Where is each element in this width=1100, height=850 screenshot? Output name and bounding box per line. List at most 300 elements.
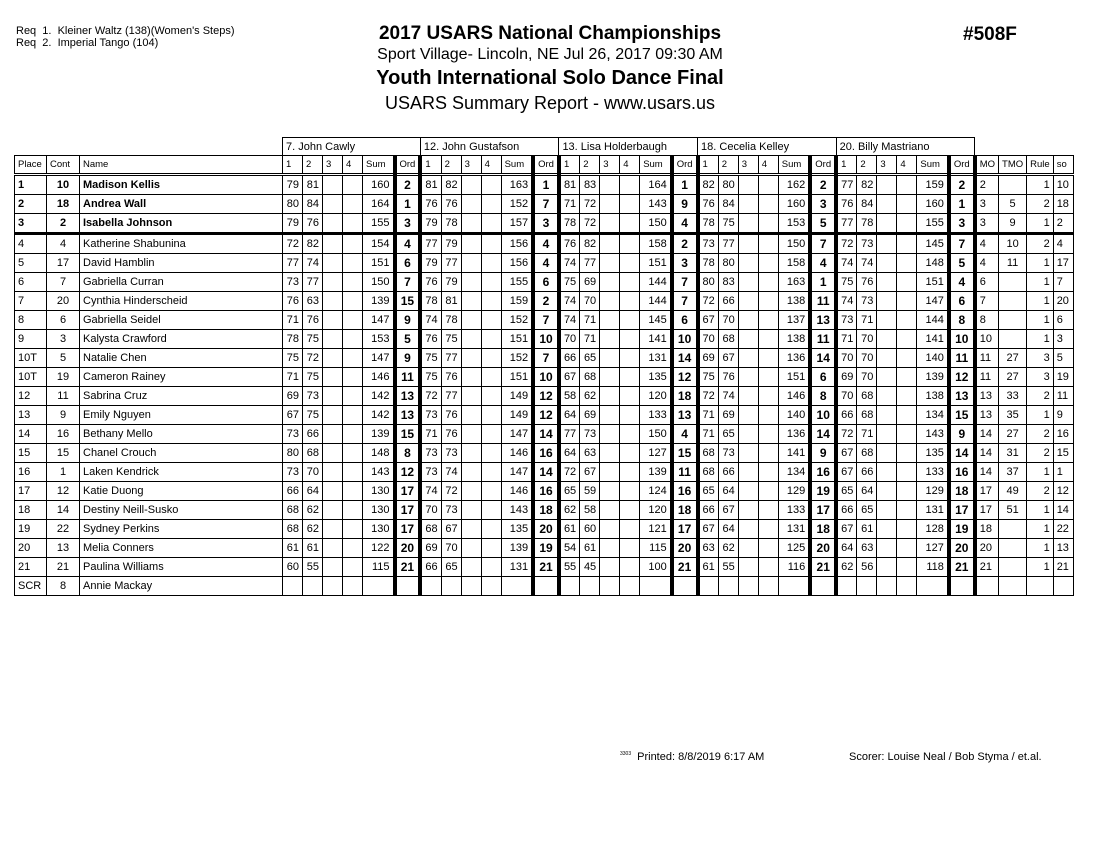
score-2-cell: 74 <box>857 254 877 273</box>
sum-cell: 151 <box>363 254 395 273</box>
sum-cell: 147 <box>501 463 533 482</box>
cont-cell: 3 <box>47 330 80 349</box>
score-1-cell <box>420 577 441 596</box>
score-4-cell <box>343 214 363 234</box>
score-1-cell: 76 <box>420 273 441 292</box>
score-4-cell <box>897 214 917 234</box>
ordinal-cell: 9 <box>810 444 836 463</box>
score-3-cell <box>323 175 343 195</box>
ordinal-cell: 19 <box>810 482 836 501</box>
sum-cell: 155 <box>917 214 949 234</box>
score-1-cell: 71 <box>559 195 580 214</box>
score-3-cell <box>323 349 343 368</box>
score-1-cell: 72 <box>698 292 719 311</box>
mo-cell: 14 <box>975 444 999 463</box>
score-4-cell <box>620 330 640 349</box>
score-3-cell <box>600 330 620 349</box>
score-2-cell <box>303 577 323 596</box>
score-3-cell <box>323 463 343 482</box>
score-2-cell: 59 <box>580 482 600 501</box>
ordinal-cell: 6 <box>672 311 698 330</box>
name-cell: Katherine Shabunina <box>80 234 283 254</box>
ordinal-cell: 3 <box>533 214 559 234</box>
table-row <box>15 444 1074 463</box>
score-4-cell <box>758 463 778 482</box>
score-4-cell <box>758 234 778 254</box>
ordinal-cell: 17 <box>672 520 698 539</box>
name-cell: Sydney Perkins <box>80 520 283 539</box>
place-cell: 4 <box>15 234 47 254</box>
col-judge-1: 1 <box>420 156 441 175</box>
score-4-cell <box>620 175 640 195</box>
score-1-cell: 67 <box>698 311 719 330</box>
place-cell: 18 <box>15 501 47 520</box>
score-3-cell <box>461 577 481 596</box>
score-2-cell: 76 <box>303 311 323 330</box>
ordinal-cell: 21 <box>949 558 975 577</box>
tmo-cell: 27 <box>999 368 1027 387</box>
score-1-cell: 58 <box>559 387 580 406</box>
score-4-cell <box>620 311 640 330</box>
score-1-cell: 62 <box>836 558 857 577</box>
printed-timestamp: Printed: 8/8/2019 6:17 AM <box>637 751 765 763</box>
cont-cell: 12 <box>47 482 80 501</box>
col-judge-4: 4 <box>758 156 778 175</box>
sum-cell: 144 <box>917 311 949 330</box>
sum-cell: 136 <box>778 425 810 444</box>
rule-cell: 1 <box>1027 539 1054 558</box>
ordinal-cell <box>949 577 975 596</box>
cont-cell: 2 <box>47 214 80 234</box>
ordinal-cell: 20 <box>672 539 698 558</box>
ordinal-cell: 16 <box>949 463 975 482</box>
ordinal-cell: 10 <box>810 406 836 425</box>
sum-cell: 152 <box>501 195 533 214</box>
ordinal-cell: 15 <box>395 292 421 311</box>
mo-cell: 14 <box>975 425 999 444</box>
ordinal-cell: 7 <box>810 234 836 254</box>
name-cell: Madison Kellis <box>80 175 283 195</box>
score-4-cell <box>481 577 501 596</box>
score-3-cell <box>323 214 343 234</box>
sum-cell: 140 <box>917 349 949 368</box>
score-3-cell <box>600 482 620 501</box>
score-4-cell <box>897 463 917 482</box>
score-1-cell: 71 <box>836 330 857 349</box>
sum-cell: 130 <box>363 482 395 501</box>
col-judge-2: 2 <box>857 156 877 175</box>
col-judge-sum: Sum <box>778 156 810 175</box>
place-cell: 10T <box>15 349 47 368</box>
col-judge-2: 2 <box>580 156 600 175</box>
score-4-cell <box>897 234 917 254</box>
score-1-cell: 76 <box>283 292 303 311</box>
score-2-cell: 55 <box>303 558 323 577</box>
sum-cell <box>501 577 533 596</box>
sum-cell: 137 <box>778 311 810 330</box>
score-1-cell: 77 <box>420 234 441 254</box>
so-cell: 18 <box>1053 195 1073 214</box>
score-4-cell <box>758 330 778 349</box>
score-1-cell: 72 <box>836 425 857 444</box>
cont-cell: 14 <box>47 501 80 520</box>
score-2-cell: 66 <box>303 425 323 444</box>
score-4-cell <box>620 406 640 425</box>
score-4-cell <box>620 577 640 596</box>
sum-cell: 116 <box>778 558 810 577</box>
score-2-cell: 84 <box>718 195 738 214</box>
cont-cell: 17 <box>47 254 80 273</box>
score-4-cell <box>758 254 778 273</box>
col-judge-ord: Ord <box>533 156 559 175</box>
score-2-cell: 83 <box>580 175 600 195</box>
scorer-info: Scorer: Louise Neal / Bob Styma / et.al. <box>849 751 1042 763</box>
score-3-cell <box>323 482 343 501</box>
score-4-cell <box>620 273 640 292</box>
cont-cell: 8 <box>47 577 80 596</box>
sum-cell: 121 <box>640 520 672 539</box>
score-3-cell <box>877 175 897 195</box>
score-2-cell: 72 <box>303 349 323 368</box>
rule-cell: 1 <box>1027 273 1054 292</box>
score-4-cell <box>481 406 501 425</box>
ordinal-cell: 20 <box>810 539 836 558</box>
score-1-cell: 74 <box>836 254 857 273</box>
score-3-cell <box>461 558 481 577</box>
cont-cell: 19 <box>47 368 80 387</box>
name-cell: Katie Duong <box>80 482 283 501</box>
table-row <box>15 195 1074 214</box>
mo-cell: 13 <box>975 387 999 406</box>
ordinal-cell: 4 <box>810 254 836 273</box>
score-4-cell <box>897 577 917 596</box>
sum-cell: 146 <box>363 368 395 387</box>
score-3-cell <box>877 195 897 214</box>
ordinal-cell: 18 <box>672 387 698 406</box>
score-4-cell <box>343 273 363 292</box>
ordinal-cell: 13 <box>395 387 421 406</box>
sum-cell: 131 <box>501 558 533 577</box>
score-2-cell: 73 <box>441 444 461 463</box>
score-2-cell <box>718 577 738 596</box>
score-2-cell: 73 <box>303 387 323 406</box>
sum-cell: 152 <box>501 311 533 330</box>
score-3-cell <box>461 349 481 368</box>
cont-cell: 20 <box>47 292 80 311</box>
score-3-cell <box>323 368 343 387</box>
place-cell: 1 <box>15 175 47 195</box>
rule-cell: 1 <box>1027 311 1054 330</box>
ordinal-cell: 7 <box>672 292 698 311</box>
sum-cell: 159 <box>917 175 949 195</box>
place-cell: 7 <box>15 292 47 311</box>
so-cell: 5 <box>1053 349 1073 368</box>
ordinal-cell: 13 <box>395 406 421 425</box>
sum-cell: 151 <box>917 273 949 292</box>
score-4-cell <box>620 292 640 311</box>
col-judge-ord: Ord <box>949 156 975 175</box>
place-cell: 15 <box>15 444 47 463</box>
score-2-cell: 83 <box>718 273 738 292</box>
score-2-cell: 66 <box>857 463 877 482</box>
sum-cell: 142 <box>363 406 395 425</box>
score-3-cell <box>323 501 343 520</box>
score-3-cell <box>877 501 897 520</box>
sum-cell: 139 <box>640 463 672 482</box>
ordinal-cell: 2 <box>533 292 559 311</box>
score-3-cell <box>323 558 343 577</box>
score-3-cell <box>738 406 758 425</box>
sum-cell: 159 <box>501 292 533 311</box>
name-cell: Gabriella Curran <box>80 273 283 292</box>
score-3-cell <box>461 273 481 292</box>
score-3-cell <box>877 234 897 254</box>
score-3-cell <box>323 425 343 444</box>
name-cell: Sabrina Cruz <box>80 387 283 406</box>
col-place: Place <box>15 156 47 175</box>
score-3-cell <box>738 175 758 195</box>
score-3-cell <box>738 425 758 444</box>
score-1-cell: 74 <box>836 292 857 311</box>
ordinal-cell: 14 <box>810 349 836 368</box>
rule-cell: 1 <box>1027 292 1054 311</box>
sum-cell: 141 <box>917 330 949 349</box>
sum-cell: 163 <box>778 273 810 292</box>
report-subtitle: USARS Summary Report - www.usars.us <box>384 93 716 113</box>
score-3-cell <box>461 311 481 330</box>
ordinal-cell: 14 <box>949 444 975 463</box>
so-cell: 19 <box>1053 368 1073 387</box>
table-row <box>15 368 1074 387</box>
col-judge-4: 4 <box>620 156 640 175</box>
score-2-cell: 76 <box>441 406 461 425</box>
tmo-cell: 51 <box>999 501 1027 520</box>
ordinal-cell: 20 <box>395 539 421 558</box>
score-4-cell <box>481 292 501 311</box>
name-cell: Natalie Chen <box>80 349 283 368</box>
so-cell: 22 <box>1053 520 1073 539</box>
score-4-cell <box>481 463 501 482</box>
cont-cell: 16 <box>47 425 80 444</box>
rule-cell: 2 <box>1027 234 1054 254</box>
ordinal-cell: 14 <box>672 349 698 368</box>
judge-name: 13. Lisa Holderbaugh <box>559 138 698 156</box>
ordinal-cell: 13 <box>949 387 975 406</box>
score-1-cell: 74 <box>559 292 580 311</box>
score-1-cell: 75 <box>559 273 580 292</box>
sum-cell: 133 <box>640 406 672 425</box>
ordinal-cell: 12 <box>533 406 559 425</box>
score-2-cell <box>441 577 461 596</box>
score-1-cell: 81 <box>559 175 580 195</box>
sum-cell: 146 <box>778 387 810 406</box>
sum-cell: 120 <box>640 387 672 406</box>
score-2-cell: 77 <box>580 254 600 273</box>
score-2-cell: 70 <box>441 539 461 558</box>
score-1-cell: 54 <box>559 539 580 558</box>
score-4-cell <box>758 214 778 234</box>
score-2-cell: 65 <box>580 349 600 368</box>
score-3-cell <box>600 292 620 311</box>
score-3-cell <box>323 444 343 463</box>
ordinal-cell: 16 <box>533 482 559 501</box>
name-cell: Paulina Williams <box>80 558 283 577</box>
score-2-cell: 64 <box>718 482 738 501</box>
rule-cell: 2 <box>1027 195 1054 214</box>
score-4-cell <box>481 195 501 214</box>
ordinal-cell: 11 <box>949 349 975 368</box>
ordinal-cell: 3 <box>810 195 836 214</box>
col-judge-sum: Sum <box>917 156 949 175</box>
sum-cell: 142 <box>363 387 395 406</box>
score-3-cell <box>738 539 758 558</box>
tmo-cell: 27 <box>999 349 1027 368</box>
score-4-cell <box>758 577 778 596</box>
ordinal-cell: 17 <box>395 501 421 520</box>
sum-cell: 118 <box>917 558 949 577</box>
table-row <box>15 520 1074 539</box>
score-2-cell: 75 <box>718 214 738 234</box>
ordinal-cell: 6 <box>533 273 559 292</box>
sum-cell: 150 <box>778 234 810 254</box>
tmo-cell: 9 <box>999 214 1027 234</box>
score-2-cell: 72 <box>441 482 461 501</box>
score-2-cell: 80 <box>718 175 738 195</box>
score-4-cell <box>343 463 363 482</box>
score-4-cell <box>620 254 640 273</box>
score-4-cell <box>343 558 363 577</box>
score-3-cell <box>877 520 897 539</box>
score-4-cell <box>343 482 363 501</box>
score-4-cell <box>897 368 917 387</box>
sum-cell: 148 <box>363 444 395 463</box>
score-2-cell: 67 <box>441 520 461 539</box>
score-3-cell <box>461 330 481 349</box>
score-3-cell <box>600 214 620 234</box>
score-1-cell: 72 <box>836 234 857 254</box>
rule-cell: 1 <box>1027 175 1054 195</box>
score-1-cell: 66 <box>698 501 719 520</box>
score-3-cell <box>738 520 758 539</box>
score-2-cell: 64 <box>303 482 323 501</box>
place-cell: 13 <box>15 406 47 425</box>
sum-cell: 156 <box>501 234 533 254</box>
cont-cell: 7 <box>47 273 80 292</box>
score-2-cell: 80 <box>718 254 738 273</box>
results-table <box>14 137 1074 596</box>
ordinal-cell: 14 <box>533 463 559 482</box>
score-3-cell <box>877 406 897 425</box>
score-1-cell: 74 <box>559 311 580 330</box>
place-cell: SCR <box>15 577 47 596</box>
ordinal-cell: 5 <box>810 214 836 234</box>
sum-cell: 158 <box>778 254 810 273</box>
ordinal-cell: 2 <box>395 175 421 195</box>
score-4-cell <box>343 254 363 273</box>
score-2-cell: 68 <box>857 406 877 425</box>
score-2-cell: 77 <box>441 349 461 368</box>
ordinal-cell: 1 <box>533 175 559 195</box>
ordinal-cell: 15 <box>672 444 698 463</box>
sum-cell: 143 <box>501 501 533 520</box>
score-2-cell: 77 <box>441 254 461 273</box>
cont-cell: 4 <box>47 234 80 254</box>
tmo-cell <box>999 539 1027 558</box>
score-2-cell: 67 <box>580 463 600 482</box>
score-1-cell: 69 <box>283 387 303 406</box>
ordinal-cell: 21 <box>672 558 698 577</box>
ordinal-cell: 11 <box>810 292 836 311</box>
sum-cell: 160 <box>778 195 810 214</box>
sum-cell: 136 <box>778 349 810 368</box>
mo-cell: 20 <box>975 539 999 558</box>
score-2-cell: 62 <box>303 501 323 520</box>
ordinal-cell: 1 <box>949 195 975 214</box>
table-row <box>15 311 1074 330</box>
tmo-cell: 37 <box>999 463 1027 482</box>
score-1-cell: 73 <box>283 425 303 444</box>
name-cell: Andrea Wall <box>80 195 283 214</box>
score-2-cell: 74 <box>718 387 738 406</box>
ordinal-cell: 3 <box>672 254 698 273</box>
score-2-cell: 71 <box>857 425 877 444</box>
score-2-cell: 79 <box>441 273 461 292</box>
score-4-cell <box>897 387 917 406</box>
sum-cell: 158 <box>640 234 672 254</box>
cont-cell: 1 <box>47 463 80 482</box>
place-cell: 9 <box>15 330 47 349</box>
score-2-cell: 62 <box>718 539 738 558</box>
ordinal-cell: 10 <box>533 330 559 349</box>
sum-cell: 163 <box>501 175 533 195</box>
ordinal-cell: 3 <box>949 214 975 234</box>
sum-cell: 131 <box>640 349 672 368</box>
sum-cell: 139 <box>501 539 533 558</box>
col-judge-sum: Sum <box>640 156 672 175</box>
score-2-cell: 71 <box>580 330 600 349</box>
name-cell: Cynthia Hinderscheid <box>80 292 283 311</box>
score-1-cell: 77 <box>559 425 580 444</box>
col-judge-3: 3 <box>600 156 620 175</box>
score-2-cell: 76 <box>857 273 877 292</box>
sum-cell: 151 <box>640 254 672 273</box>
tmo-cell: 10 <box>999 234 1027 254</box>
score-2-cell: 76 <box>441 195 461 214</box>
sum-cell: 127 <box>640 444 672 463</box>
score-4-cell <box>758 425 778 444</box>
col-judge-2: 2 <box>303 156 323 175</box>
score-3-cell <box>877 482 897 501</box>
score-4-cell <box>343 444 363 463</box>
col-judge-1: 1 <box>836 156 857 175</box>
name-cell: Melia Conners <box>80 539 283 558</box>
score-1-cell: 70 <box>559 330 580 349</box>
score-3-cell <box>877 330 897 349</box>
ordinal-cell <box>395 577 421 596</box>
score-3-cell <box>738 368 758 387</box>
score-2-cell: 68 <box>580 368 600 387</box>
score-2-cell: 74 <box>303 254 323 273</box>
score-2-cell: 65 <box>718 425 738 444</box>
table-row <box>15 558 1074 577</box>
ordinal-cell: 1 <box>395 195 421 214</box>
place-cell: 2 <box>15 195 47 214</box>
place-cell: 16 <box>15 463 47 482</box>
score-1-cell: 78 <box>420 292 441 311</box>
score-4-cell <box>897 195 917 214</box>
ordinal-cell: 4 <box>672 425 698 444</box>
score-3-cell <box>600 175 620 195</box>
